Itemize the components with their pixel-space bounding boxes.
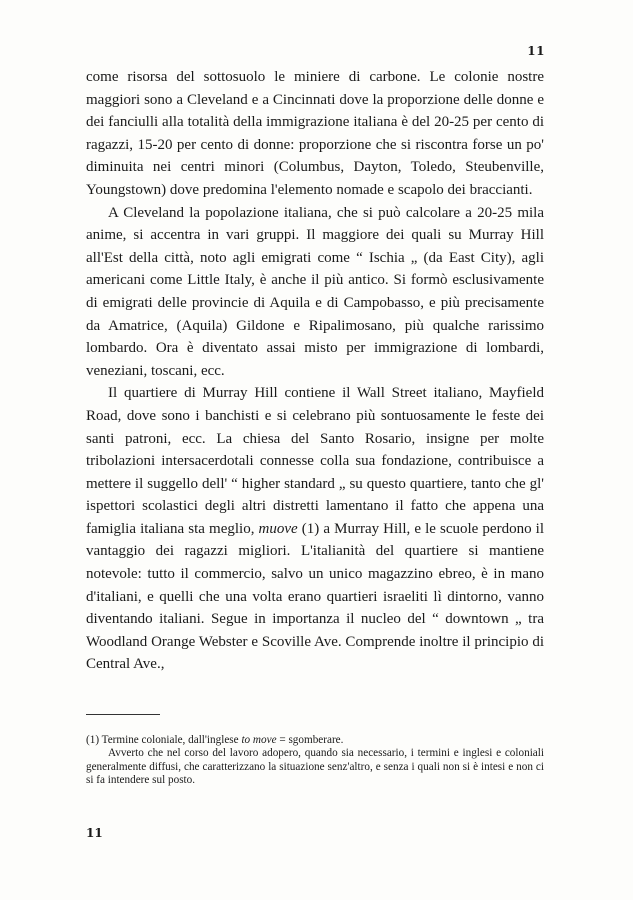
- footnote-1-text-after: = sgomberare.: [276, 734, 344, 746]
- main-body-text: [86, 66, 544, 676]
- paragraph-3-text-after: (1) a Murray Hill, e le scuole perdono il vantaggio dei ragazzi migliori. L'italianità del quartiere si mantiene notevole: tutto il commercio, salvo un unico magazzino ebreo, è in mano d'italiani, e quelli che una volta erano quartieri israeliti lì dintorno, vanno diventando italiani. Segue in importanza il nucleo del “ downtown „ tra Woodland Orange Webster e Scoville Ave. Comprende inoltre il principio di Central Ave.,: [86, 520, 544, 673]
- signature-mark: 11: [86, 826, 103, 840]
- paragraph-1: come risorsa del sottosuolo le miniere di carbone. Le colonie nostre maggiori sono a Cleveland e a Cincinnati dove la proporzione delle donne e dei fanciulli alla totalità della immigrazione italiana è del 20-25 per cento di ragazzi, 15-20 per cento di donne: proporzione che si riscontra forse un po' diminuita nei centri minori (Columbus, Dayton, Toledo, Steubenville, Youngstown) dove predomina l'elemento nomade e scapolo dei braccianti.: [86, 69, 544, 198]
- paragraph-3-italic-word: muove: [258, 520, 298, 537]
- footnote-divider: [86, 714, 160, 715]
- footnote-1: [86, 734, 544, 747]
- footnote-1-text-before: (1) Termine coloniale, dall'inglese: [86, 734, 242, 746]
- footnotes: [86, 734, 544, 788]
- page-number-top: 11: [527, 44, 545, 58]
- footnote-2: Avverto che nel corso del lavoro adopero, quando sia necessario, i termini e inglesi e coloniali generalmente diffusi, che caratterizzano la situazione senz'altro, e senza i quali non si è intesi e non ci si fa intendere sul posto.: [86, 747, 544, 787]
- paragraph-3: [86, 382, 544, 676]
- paragraph-2: A Cleveland la popolazione italiana, che si può calcolare a 20-25 mila anime, si accentra in vari gruppi. Il maggiore dei quali su Murray Hill all'Est della città, noto agli emigrati come “ Ischia „ (da East City), agli americani come Little Italy, è anche il più antico. Si formò esclusivamente di emigrati delle provincie di Aquila e di Campobasso, e più precisamente da Amatrice, (Aquila) Gildone e Ripalimosano, più qualche rarissimo lombardo. Ora è diventato assai misto per immigrazione di lombardi, veneziani, toscani, ecc.: [86, 204, 544, 379]
- paragraph-3-text-before: Il quartiere di Murray Hill contiene il Wall Street italiano, Mayfield Road, dove sono i banchisti e si celebrano più sontuosamente le feste dei santi patroni, ecc. La chiesa del Santo Rosario, insigne per molte tribolazioni intersacerdotali connesse colla sua fondazione, contribuisce a mettere il suggello dell' “ higher standard „ su questo quartiere, tanto che gl' ispettori scolastici degli altri distretti lamentano il fatto che appena una famiglia italiana sta meglio,: [86, 385, 544, 537]
- footnote-1-italic-term: to move: [241, 734, 277, 746]
